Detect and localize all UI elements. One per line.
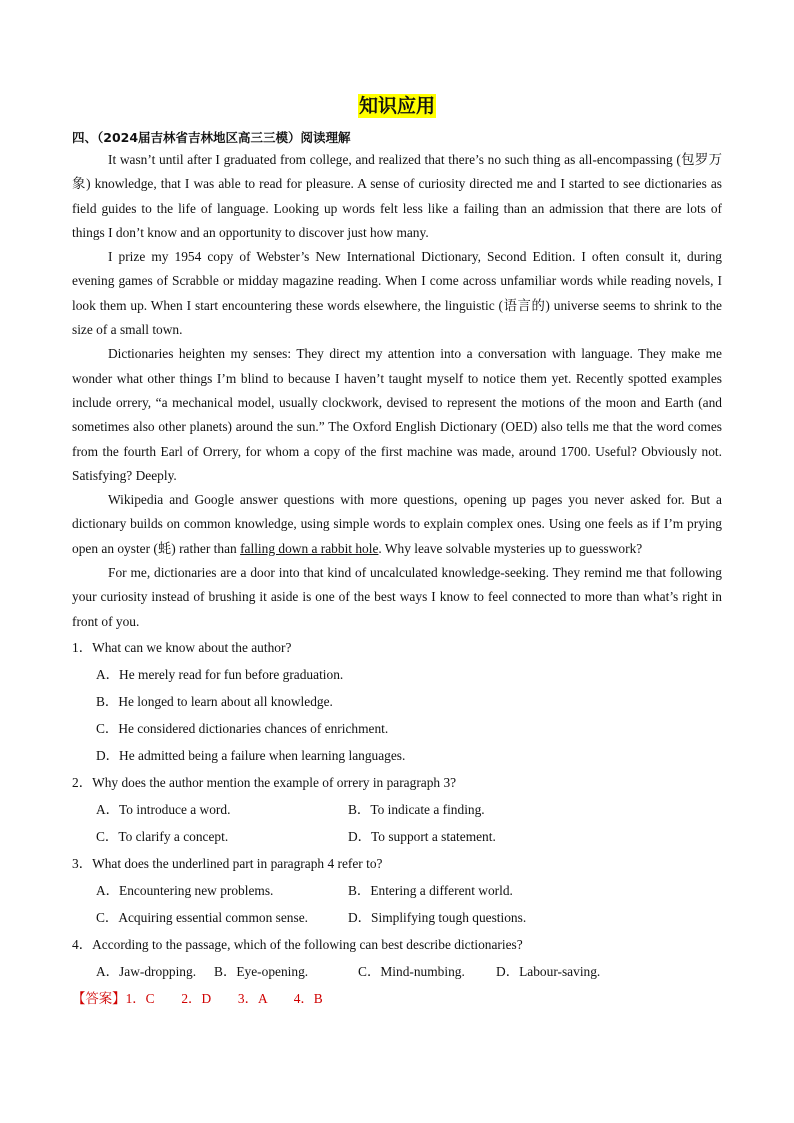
question-2-option-d: D．To support a statement. [348,828,496,844]
question-2-option-b: B．To indicate a finding. [348,801,485,817]
question-1-option-a: A．He merely read for fun before graduation. [96,666,344,682]
heading-wrap [72,94,722,122]
answer-text: 1．C 2．D 3．A 4．B [125,990,323,1006]
question-4-options-row [72,958,722,985]
paragraph-4-text-after: . Why leave solvable mysteries up to guesswork? [378,540,643,556]
passage-paragraph-5: For me, dictionaries are a door into that kind of uncalculated knowledge-seeking. They remind me that following your curiosity instead of brushing it aside is one of the best ways I know to feel connected to more than what’s right in front of you. [72,565,722,629]
question-4-stem: 4．According to the passage, which of the following can best describe dictionaries? [72,936,523,952]
document-page [72,94,722,1012]
passage-paragraph-1: It wasn’t until after I graduated from college, and realized that there’s no such thing as all-encompassing (包罗万象) knowledge, that I was able to read for pleasure. A sense of curiosity directed me and I started to see dictionaries as field guides to the life of language. Looking up words felt less like a failing than an admission that there are lots of things I don’t know and an opportunity to discover just how many. [72,152,722,240]
question-3-option-c: C．Acquiring essential common sense. [96,909,308,925]
question-4-option-a: A．Jaw-dropping. [96,963,197,979]
passage-paragraph-2: I prize my 1954 copy of Webster’s New International Dictionary, Second Edition. I often consult it, during evening games of Scrabble or midday magazine reading. When I come across unfamiliar words while reading novels, I look them up. When I start encountering these words elsewhere, the linguistic (语言的) universe seems to shrink to the size of a small town. [72,249,722,338]
question-4-option-c: C．Mind-numbing. [358,963,465,979]
question-2-stem: 2．Why does the author mention the example of orrery in paragraph 3? [72,774,457,790]
question-3-options-row-1 [72,877,722,904]
section-title: 四、（2024届吉林省吉林地区高三三模）阅读理解 [72,130,351,145]
question-4-option-d: D．Labour-saving. [496,963,601,979]
paragraph-4-text-before: Wikipedia and Google answer questions with more questions, opening up pages you never asked for. But a dictionary builds on common knowledge, using simple words to explain complex ones. Using one feels as if I’m prying open an oyster (蚝) rather than [72,492,722,556]
passage-paragraph-3: Dictionaries heighten my senses: They direct my attention into a conversation with language. They make me wonder what other things I’m blind to because I haven’t taught myself to notice them yet. Recently spotted examples include orrery, “a mechanical model, usually clockwork, devised to represent the motions of the moon and Earth (and sometimes also other planets) around the sun.” The Oxford English Dictionary (OED) also tells me that the word comes from the fourth Earl of Orrery, for whom a copy of the first machine was made, around 1700. Useful? Obviously not. Satisfying? Deeply. [72,346,722,483]
question-3-option-d: D．Simplifying tough questions. [348,909,527,925]
answer-label: 【答案】 [72,990,126,1006]
question-3-options-row-2 [72,904,722,931]
question-2-option-a: A．To introduce a word. [96,801,231,817]
page-heading: 知识应用 [358,95,435,117]
passage-paragraph-4 [72,488,722,561]
question-1-option-d: D．He admitted being a failure when learning languages. [96,747,406,763]
question-1-option-b: B．He longed to learn about all knowledge. [96,693,333,709]
question-2-option-c: C．To clarify a concept. [96,828,229,844]
underlined-phrase: falling down a rabbit hole [240,540,379,556]
question-2-options-row-2 [72,823,722,850]
question-1-option-c: C．He considered dictionaries chances of enrichment. [96,720,389,736]
question-2-options-row-1 [72,796,722,823]
question-3-option-a: A．Encountering new problems. [96,882,274,898]
question-4-option-b: B．Eye-opening. [214,963,309,979]
question-3-stem: 3．What does the underlined part in paragraph 4 refer to? [72,855,383,871]
question-1-stem: 1．What can we know about the author? [72,639,292,655]
question-3-option-b: B．Entering a different world. [348,882,513,898]
answer-key [72,985,722,1012]
